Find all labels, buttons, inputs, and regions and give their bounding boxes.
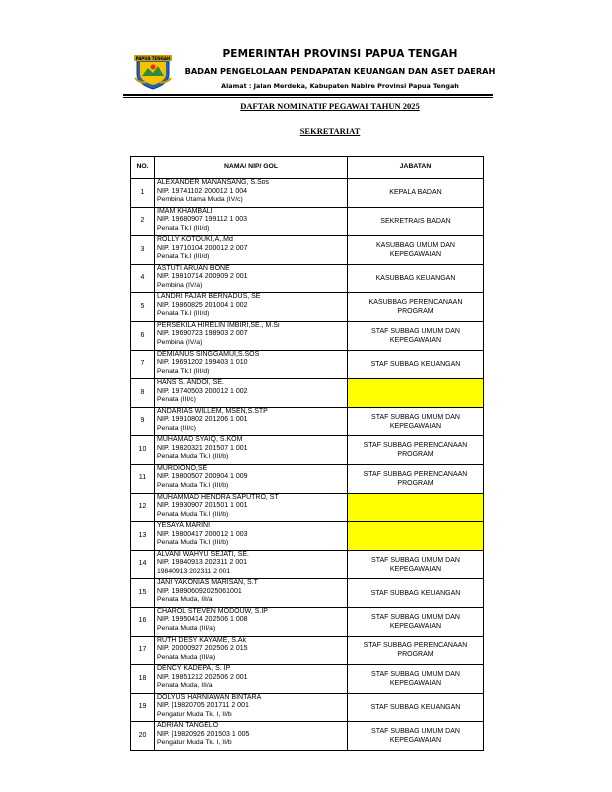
table-row [131,722,484,751]
employee-rank: Penata Muda Tk.I (III/b) [157,510,229,518]
position-cell: KEPALA BADAN [348,179,484,208]
employee-rank: Penata Tk.I (III/d) [157,253,210,261]
employee-cell [155,636,348,665]
employee-name: ROLLY KOTOUKI,A,.Md [157,236,233,244]
employee-cell [155,207,348,236]
employee-name: ASTUTI ARUAN BONE [157,264,230,272]
table-row [131,264,484,293]
table-row [131,665,484,694]
employee-nip: NIP. 19740503 200012 1 002 [157,387,248,395]
agency-address: Alamat : Jalan Merdeka, Kabupaten Nabire Provinsi Papua Tengah [221,82,459,90]
position-cell: STAF SUBBAG PERENCANAAN PROGRAM [348,464,484,493]
section-title: SEKRETARIAT [299,126,361,136]
position-cell: KASUBBAG PERENCANAAN PROGRAM [348,293,484,322]
table-row [131,236,484,265]
employee-nip: NIP. 19851212 202506 2 001 [157,673,248,681]
row-number: 3 [131,236,155,265]
employee-cell [155,379,348,408]
table-row [131,293,484,322]
employee-rank: Penata Tk.I (III/d) [157,224,210,232]
employee-cell [155,179,348,208]
table-row [131,350,484,379]
position-cell: STAF SUBBAG UMUM DAN KEPEGAWAIAN [348,550,484,579]
column-header-no: NO. [131,157,155,179]
employee-rank: Pengatur Muda Tk. I, II/b [157,710,232,718]
table-body [131,179,484,751]
employee-cell [155,350,348,379]
employee-nip: NIP. |19820926 201503 1 005 [157,730,250,738]
employee-nip: NIP. 19691202 199403 1 010 [157,359,248,367]
position-cell: STAF SUBBAG KEUANGAN [348,693,484,722]
column-header-position: JABATAN [348,157,484,179]
row-number: 20 [131,722,155,751]
employee-nip: NIP. 19690723 198903 2 007 [157,330,248,338]
table-row [131,207,484,236]
table-row [131,579,484,608]
row-number: 8 [131,379,155,408]
position-cell-highlighted [348,522,484,551]
employee-nip: NIP. 19820321 201507 1 001 [157,444,248,452]
row-number: 7 [131,350,155,379]
position-cell: STAF SUBBAG PERENCANAAN PROGRAM [348,436,484,465]
employee-cell [155,407,348,436]
employee-name: ANDARIAS WILLEM, MSEN,S.STP [157,407,268,415]
employee-name: JANI YAKONIAS MARISAN, S.T [157,579,258,587]
row-number: 16 [131,607,155,636]
employee-name: DOLYUS HARNIAWAN BINTARA [157,693,262,701]
row-number: 9 [131,407,155,436]
table-row [131,607,484,636]
employee-name: LANDRI FAJAR BERNADUS, SE [157,293,261,301]
table-row [131,179,484,208]
row-number: 10 [131,436,155,465]
employee-cell [155,493,348,522]
employee-cell [155,722,348,751]
column-header-name: NAMA/ NIP/ GOL [155,157,348,179]
employee-nip: NIP. 19810714 200909 2 001 [157,273,248,281]
employee-nip: NIP. 19910802 201206 1 001 [157,416,248,424]
position-cell: STAF SUBBAG UMUM DAN KEPEGAWAIAN [348,665,484,694]
employee-name: DENCY KADEPA, S. IP [157,665,231,673]
employee-nip: NIP. 19930907 201501 1 001 [157,502,248,510]
table-row [131,321,484,350]
employee-rank: Penata (III/c) [157,424,196,432]
employee-name: RUTH DESY KAYAME, S.Ak [157,636,247,644]
employee-name: ALEXANDER MANANSANG, S.Sos [157,179,270,186]
employee-rank: Penata Tk.I (III/d) [157,310,210,318]
table-row [131,522,484,551]
position-cell: KASUBBAG UMUM DAN KEPEGAWAIAN [348,236,484,265]
employee-cell [155,693,348,722]
table-row [131,636,484,665]
employee-rank: Penata Tk.I (III/d) [157,367,210,375]
employee-nip: NIP. 20000927 202506 2 015 [157,645,248,652]
employee-cell [155,321,348,350]
employee-cell [155,464,348,493]
emblem-label: PAPUA TENGAH [135,56,171,61]
row-number: 15 [131,579,155,608]
row-number: 11 [131,464,155,493]
row-number: 4 [131,264,155,293]
employee-rank: Penata Muda Tk.I (III/b) [157,539,229,547]
position-cell: STAF SUBBAG UMUM DAN KEPEGAWAIAN [348,607,484,636]
employee-nip: NIP. 19680907 199112 1 003 [157,216,248,224]
agency-title: BADAN PENGELOLAAN PENDAPATAN KEUANGAN DAN ASET DAERAH [184,66,496,76]
employee-name: DEMIANUS SINGGAMUI,S.SOS [157,350,260,358]
employee-cell [155,550,348,579]
employee-rank: Penata Muda (III/a) [157,653,216,661]
papua-tengah-emblem-icon [134,54,172,90]
employee-name: YESAYA MARINI [157,522,211,530]
employee-cell [155,522,348,551]
employee-rank: Penata Muda (III/a) [157,624,216,632]
row-number: 5 [131,293,155,322]
position-cell: STAF SUBBAG KEUANGAN [348,350,484,379]
employee-rank: Pembina (IV/a) [157,338,203,346]
position-cell: STAF SUBBAG PERENCANAAN PROGRAM [348,636,484,665]
position-cell-highlighted [348,493,484,522]
employee-rank: Penata Muda Tk.I (III/b) [157,453,229,461]
table-header-row [131,157,484,179]
employee-nip: NIP. 19710104 200012 2 007 [157,244,248,252]
row-number: 2 [131,207,155,236]
position-cell: SEKRETRAIS BADAN [348,207,484,236]
employee-rank: Pembina Utama Muda (IV/c) [157,196,243,203]
employee-cell [155,236,348,265]
position-cell: STAF SUBBAG UMUM DAN KEPEGAWAIAN [348,321,484,350]
government-title: PEMERINTAH PROVINSI PAPUA TENGAH [222,48,458,60]
row-number: 19 [131,693,155,722]
employee-name: HANS S. ANDOI, SE. [157,379,224,387]
employee-cell [155,436,348,465]
employee-cell [155,264,348,293]
employee-nip: NIP. 19860825 201004 1 002 [157,301,248,309]
employee-rank: Penata Muda, III/a [157,682,213,690]
row-number: 1 [131,179,155,208]
employee-rank: Penata Muda, III/a [157,596,213,604]
employee-name: MUHAMAD SYAIQ, S.KOM [157,436,243,444]
table-row [131,693,484,722]
position-cell: STAF SUBBAG UMUM DAN KEPEGAWAIAN [348,722,484,751]
employee-nip: NIP. 19950414 202506 1 008 [157,616,248,624]
position-cell: STAF SUBBAG KEUANGAN [348,579,484,608]
employee-rank: Pembina (IV/a) [157,281,203,289]
table-row [131,550,484,579]
employee-name: MURDIONO,SE [157,464,208,472]
employee-cell [155,665,348,694]
employee-nip: NIP. 19840913 202311 2 001 [157,559,248,567]
employee-cell [155,579,348,608]
employee-cell [155,607,348,636]
table-row [131,436,484,465]
employee-name: ADRIAN TANGELO [157,722,219,730]
position-cell: STAF SUBBAG UMUM DAN KEPEGAWAIAN [348,407,484,436]
position-cell-highlighted [348,379,484,408]
employee-rank: Pengatur Muda Tk. I, II/b [157,739,232,747]
employee-name: IMAM KHAMBALI [157,207,213,215]
table-row [131,493,484,522]
row-number: 18 [131,665,155,694]
letterhead [0,0,612,100]
table-row [131,379,484,408]
row-number: 17 [131,636,155,665]
employee-nip: NIP. |19820705 201711 2 001 [157,702,249,710]
employee-nip: NIP. 19800417 200012 1 003 [157,530,248,538]
employee-rank: Penata Muda Tk.I (III/b) [157,481,229,489]
table-row [131,407,484,436]
employee-nip: NIP. 198906092025061001 [157,587,242,595]
employee-table [130,156,484,751]
position-cell: KASUBBAG KEUANGAN [348,264,484,293]
employee-cell [155,293,348,322]
employee-name: PERSEKILA HIRELIN IMBIRI,SE., M.Si [157,321,280,329]
employee-rank: Penata (III/c) [157,396,196,404]
employee-rank: 19840913 202311 2 001 [157,567,231,575]
letterhead-rule-thin [123,97,493,98]
row-number: 12 [131,493,155,522]
document-title: DAFTAR NOMINATIF PEGAWAI TAHUN 2025 [240,101,420,111]
employee-name: CHAROL STEVEN MODOUW, S.IP [157,607,268,615]
letterhead-rule-thick [123,94,493,96]
row-number: 14 [131,550,155,579]
employee-nip: NIP. 19741102 200012 1 004 [157,187,248,195]
row-number: 13 [131,522,155,551]
row-number: 6 [131,321,155,350]
table-row [131,464,484,493]
employee-nip: NIP. 19800507 200904 1 009 [157,473,248,481]
employee-name: ALVANI WAHYU SEJATI, SE. [157,550,249,558]
employee-name: MUHAMMAD HENDRA SAPUTRO, ST [157,493,279,501]
